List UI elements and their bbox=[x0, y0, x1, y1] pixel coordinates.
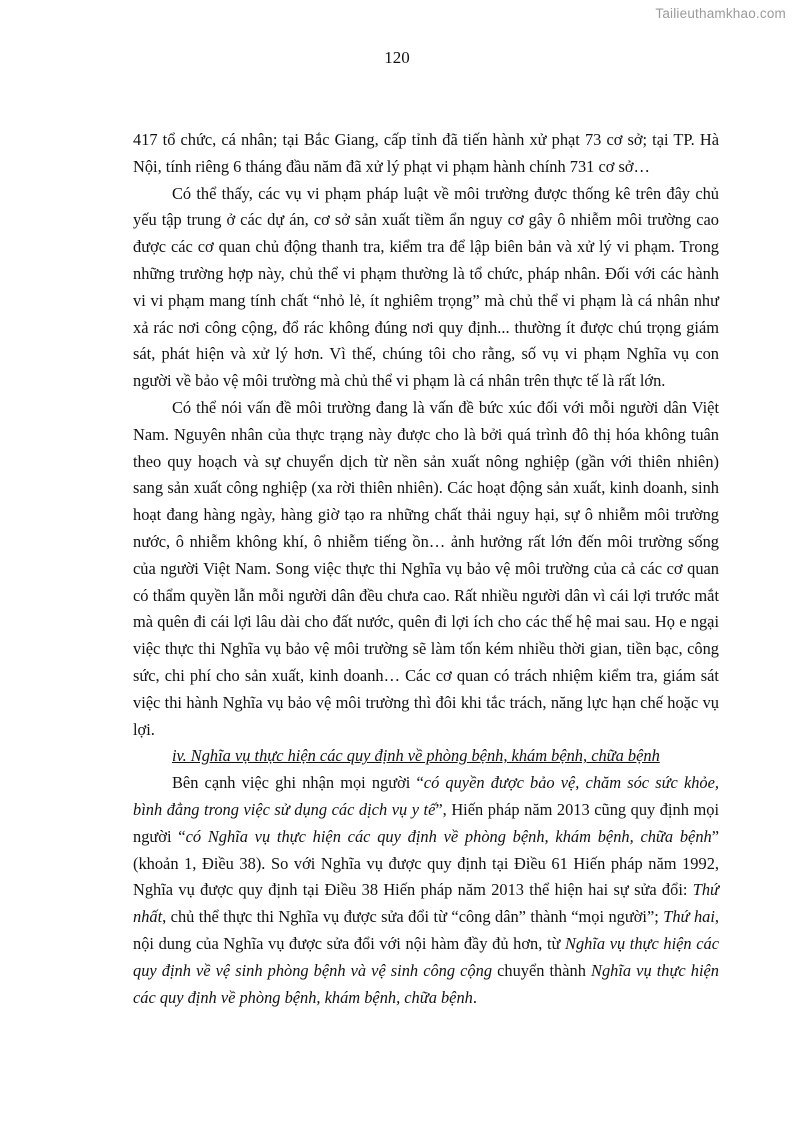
document-body bbox=[133, 127, 719, 1011]
p4-text-1: Bên cạnh việc ghi nhận mọi người “ bbox=[172, 773, 424, 793]
paragraph-2: Có thể thấy, các vụ vi phạm pháp luật về môi trường được thống kê trên đây chủ yếu tập trung ở các dự án, cơ sở sản xuất tiềm ẩn nguy cơ gây ô nhiễm môi trường cao được các cơ quan chủ động thanh tra, kiểm tra để lập biên bản và xử lý vi phạm. Trong những trường hợp này, chủ thể vi phạm thường là tổ chức, pháp nhân. Đối với các hành vi vi phạm mang tính chất “nhỏ lẻ, ít nghiêm trọng” mà chủ thể vi phạm là cá nhân như xả rác nơi công cộng, đổ rác không đúng nơi quy định... thường ít được chú trọng giám sát, phát hiện và xử lý hơn. Vì thế, chúng tôi cho rằng, số vụ vi phạm Nghĩa vụ con người về bảo vệ môi trường mà chủ thể vi phạm là cá nhân trên thực tế là rất lớn. bbox=[133, 183, 719, 391]
paragraph-3: Có thể nói vấn đề môi trường đang là vấn đề bức xúc đối với mỗi người dân Việt Nam. Nguyên nhân của thực trạng này được cho là bởi quá trình đô thị hóa không tuân theo quy hoạch và sự chuyển dịch từ nền sản xuất nông nghiệp (gần với thiên nhiên) sang sản xuất công nghiệp (xa rời thiên nhiên). Các hoạt động sản xuất, kinh doanh, sinh hoạt đang hàng ngày, hàng giờ tạo ra những chất thải nguy hại, sự ô nhiễm môi trường nước, ô nhiễm không khí, ô nhiễm tiếng ồn… ảnh hưởng rất lớn đến môi trường sống của người Việt Nam. Song việc thực thi Nghĩa vụ bảo vệ môi trường của cả các cơ quan có thẩm quyền lẫn mỗi người dân đều chưa cao. Rất nhiều người dân vì cái lợi trước mắt mà quên đi cái lợi lâu dài cho đất nước, quên đi lợi ích cho các thế hệ mai sau. Họ e ngại việc thực thi Nghĩa vụ bảo vệ môi trường sẽ làm tốn kém nhiều thời gian, tiền bạc, công sức, chi phí cho sản xuất, kinh doanh… Các cơ quan có trách nhiệm kiểm tra, giám sát việc thi hành Nghĩa vụ bảo vệ môi trường thì đôi khi tắc trách, năng lực hạn chế hoặc vụ lợi. bbox=[133, 397, 719, 739]
p4-italic-3: Thứ nhất bbox=[133, 880, 719, 927]
p4-italic-1: có quyền được bảo vệ, chăm sóc sức khỏe, bình đẳng trong việc sử dụng các dịch vụ y tế bbox=[133, 773, 719, 819]
p4-text-6: chuyển thành bbox=[492, 960, 592, 980]
section-heading: iv. Nghĩa vụ thực hiện các quy định về phòng bệnh, khám bệnh, chữa bệnh bbox=[172, 746, 660, 766]
watermark: Tailieuthamkhao.com bbox=[655, 6, 786, 21]
p4-italic-4: Thứ hai bbox=[663, 907, 715, 927]
p4-text-4: , chủ thể thực thi Nghĩa vụ được sửa đổi từ “công dân” thành “mọi người”; bbox=[162, 907, 664, 927]
page-number: 120 bbox=[384, 48, 410, 67]
paragraph-1: 417 tổ chức, cá nhân; tại Bắc Giang, cấp tỉnh đã tiến hành xử phạt 73 cơ sở; tại TP. Hà Nội, tính riêng 6 tháng đầu năm đã xử lý phạt vi phạm hành chính 731 cơ sở… bbox=[133, 130, 719, 176]
p4-italic-5: Nghĩa vụ thực hiện các quy định về vệ sinh phòng bệnh và vệ sinh công cộng bbox=[133, 933, 719, 980]
p4-text-2: ”, Hiến pháp năm 2013 cũng quy định mọi người “ bbox=[133, 799, 719, 846]
p4-text-3: ” (khoản 1, Điều 38). So với Nghĩa vụ được quy định tại Điều 61 Hiến pháp năm 1992, Nghĩa vụ được quy định tại Điều 38 Hiến pháp năm 2013 thể hiện hai sự sửa đổi: bbox=[133, 826, 719, 900]
p4-text-5: , nội dung của Nghĩa vụ được sửa đổi với nội hàm đầy đủ hơn, từ bbox=[133, 907, 719, 953]
p4-text-7: . bbox=[472, 987, 477, 1007]
paragraph-4 bbox=[133, 770, 719, 1011]
p4-italic-6: Nghĩa vụ thực hiện các quy định về phòng bệnh, khám bệnh, chữa bệnh bbox=[133, 960, 719, 1007]
p4-italic-2: có Nghĩa vụ thực hiện các quy định về phòng bệnh, khám bệnh, chữa bệnh bbox=[185, 826, 712, 846]
